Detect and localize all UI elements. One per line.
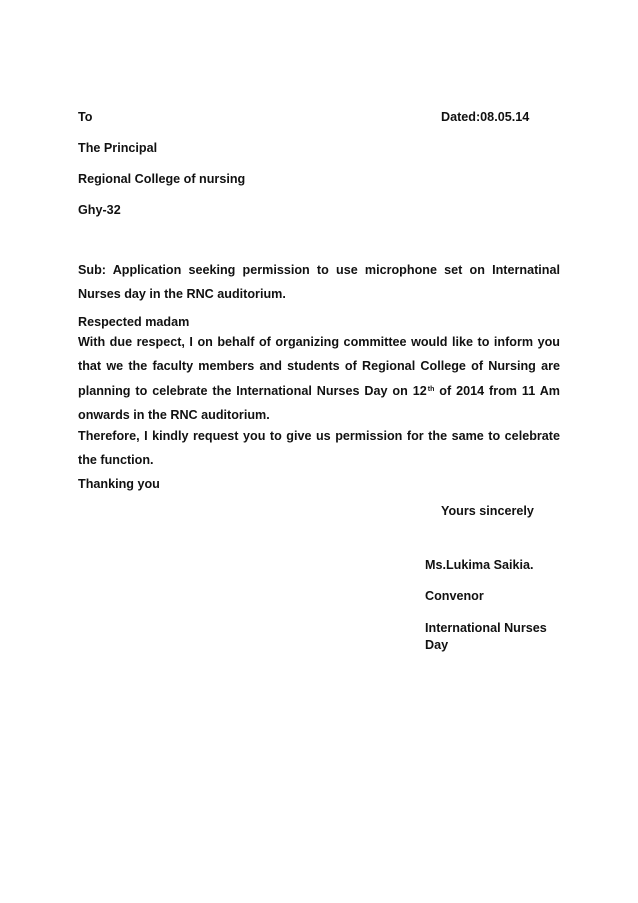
signer-role: Convenor (425, 589, 484, 603)
recipient-title: The Principal (78, 141, 158, 155)
date-line: Dated:08.05.14 (441, 110, 530, 124)
recipient-institution: Regional College of nursing (78, 172, 246, 186)
signer-name: Ms.Lukima Saikia. (425, 558, 534, 572)
ordinal-suffix: th (427, 386, 435, 393)
body-paragraph-2: Therefore, I kindly request you to give us permission for the same to celebrate the function. (78, 429, 560, 467)
body-paragraph-1 (78, 330, 560, 427)
salutation: Respected madam (78, 315, 190, 329)
to-label: To (78, 110, 93, 124)
thanking-line: Thanking you (78, 477, 160, 491)
signer-event: International Nurses Day (425, 621, 547, 652)
body-paragraph-1-text: With due respect, I on behalf of organizing committee would like to inform you that we the faculty members and students of Regional College of Nursing are planning to celebrate the International Nurses Day on 12 (78, 335, 560, 398)
closing-yours-sincerely: Yours sincerely (441, 504, 534, 518)
body-paragraph-1-end: of 2014 from 11 Am onwards in the RNC auditorium. (78, 384, 560, 422)
recipient-location: Ghy-32 (78, 203, 121, 217)
subject-line: Sub: Application seeking permission to use microphone set on Internatinal Nurses day in the RNC auditorium. (78, 263, 560, 301)
